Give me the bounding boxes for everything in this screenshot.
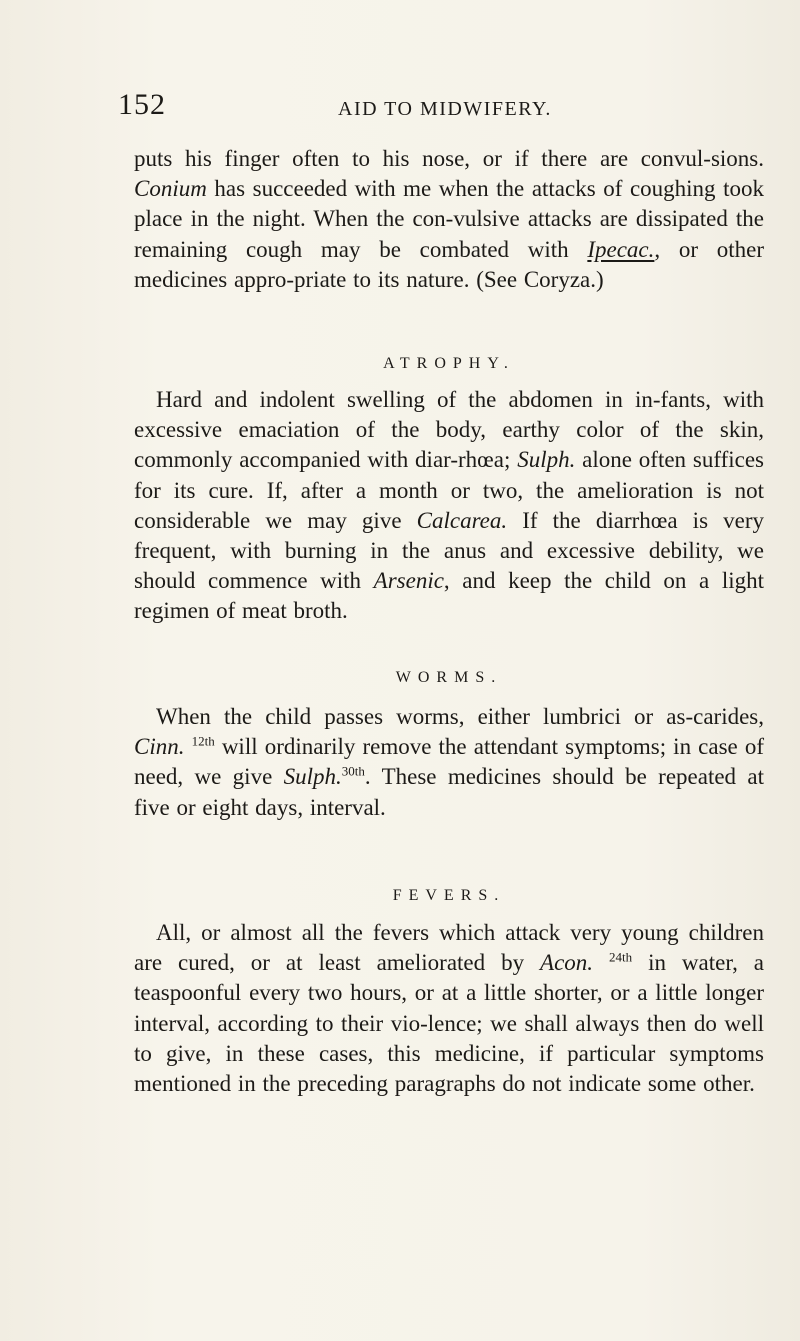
atrophy-text-1: Hard and indolent swelling of the abdomen in in-fants, with excessive emaciation of the body, earthy color of the skin, commonly accompanied with diar-rhœa; [134,387,764,473]
worms-text-3: . These medicines should be repeated at five or eight days, interval. [134,764,764,820]
fevers-text-2: in water, a teaspoonful every two hours, or at a little shorter, or a little longer interval, according to their vio-lence; we shall always then do well to give, in these cases, this medicine, if particular symptoms mentioned in the preceding paragraphs do not indicate some other. [134,950,764,1097]
intro-text-2: has succeeded with me when the attacks of coughing took place in the night. When the con-vulsive attacks are dissipated the remaining cough may be combated with [134,176,764,262]
remedy-conium: Conium [134,176,207,202]
section-title-fevers: FEVERS. [392,887,506,904]
worms-text-1: When the child passes worms, either lumbrici or as-carides, [156,704,764,729]
potency-sulph: 30th [341,763,365,779]
atrophy-text-2: alone often suffices for its cure. If, after a month or two, the amelioration is not considerable we may give [134,447,764,533]
page-header [118,88,738,128]
intro-paragraph [134,144,764,295]
fevers-paragraph [134,918,764,1099]
remedy-arsenic: Arsenic [373,568,444,594]
potency-cinn: 12th [191,733,215,749]
section-title-atrophy: ATROPHY. [383,355,515,372]
remedy-cinn: Cinn. [134,734,185,760]
section-title-worms: WORMS. [395,669,503,686]
remedy-sulph: Sulph. [517,447,576,473]
remedy-calcarea: Calcarea. [416,507,508,533]
running-head: AID TO MIDWIFERY. [338,98,552,120]
worms-text-2: will ordinarily remove the attendant symptoms; in case of need, we give [134,734,765,790]
intro-text-1: puts his finger often to his nose, or if there are convul-sions. [134,146,764,171]
atrophy-paragraph [134,385,764,627]
remedy-ipecac: Ipecac. [587,236,655,262]
remedy-acon: Acon. [540,950,594,976]
remedy-sulph-worms: Sulph. [283,764,342,790]
intro-text-3: , or other medicines appro-priate to its nature. (See Coryza.) [134,236,765,292]
page-number: 152 [118,88,166,121]
atrophy-text-4: , and keep the child on a light regimen of meat broth. [134,568,764,624]
worms-paragraph [134,702,764,823]
potency-acon: 24th [609,949,633,965]
fevers-text-1: All, or almost all the fevers which attack very young children are cured, or at least ameliorated by [134,920,764,976]
atrophy-text-3: If the diarrhœa is very frequent, with burning in the anus and excessive debility, we should commence with [134,507,764,594]
